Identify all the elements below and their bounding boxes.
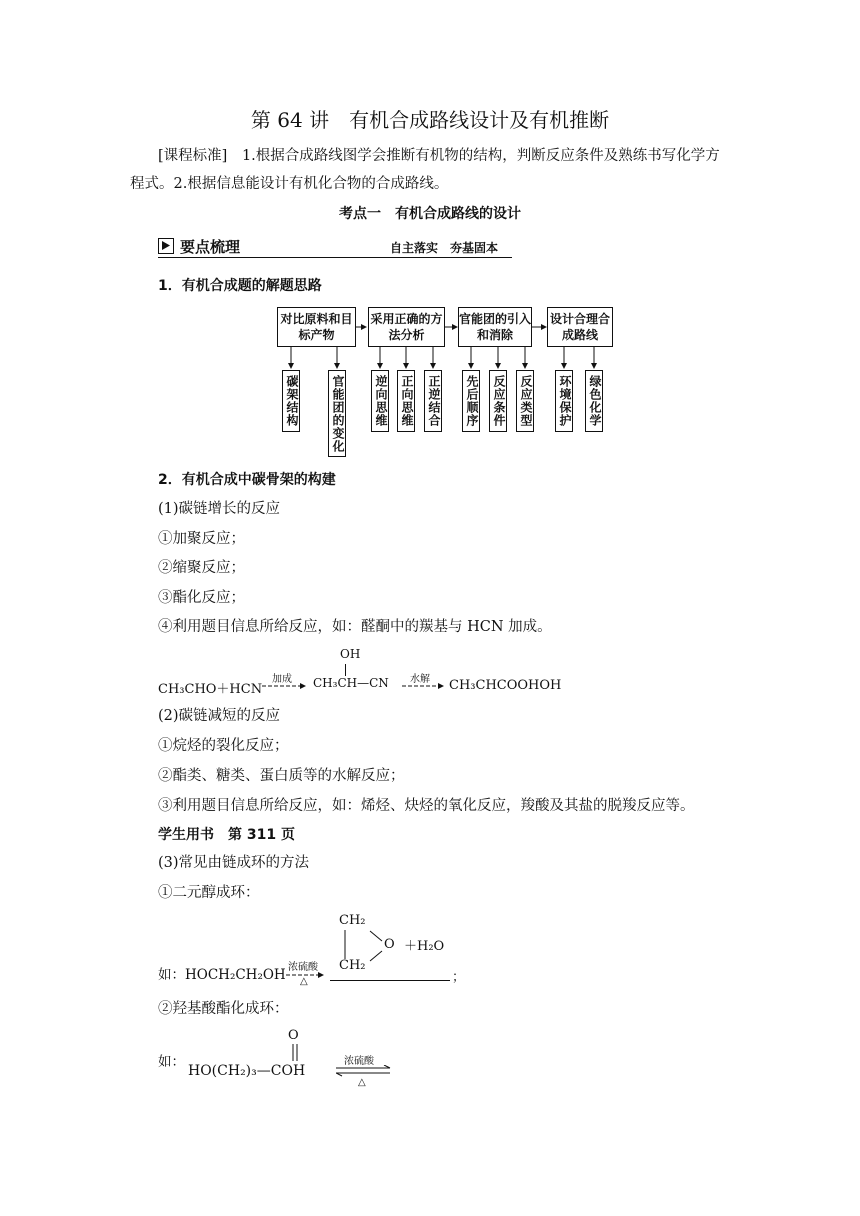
list-item: ③酯化反应； — [158, 590, 245, 606]
banner-subtitle: 自主落实 夯基固本 — [390, 241, 499, 255]
oh-bond — [345, 664, 346, 676]
reaction-oh: OH — [340, 647, 361, 661]
reaction-reactants: CH₃CHO＋HCN — [158, 682, 263, 697]
standard-label: [课程标准] — [158, 148, 228, 164]
reaction-condition-heat: △ — [300, 976, 308, 987]
reaction-condition-acid: 浓硫酸 — [288, 962, 318, 973]
reaction-condition-heat-2: △ — [358, 1077, 366, 1088]
reaction-diol-reactant: 如：HOCH₂CH₂OH — [158, 967, 286, 983]
list-item: ②酯类、糖类、蛋白质等的水解反应； — [158, 768, 405, 784]
subheading-3: (3)常见由链成环的方法 — [158, 855, 310, 871]
carbonyl-oxygen: O — [288, 1028, 299, 1043]
ring-bonds — [340, 925, 390, 965]
flow-leaf-type: 反应类型 — [516, 370, 534, 432]
heading-2: 2．有机合成中碳骨架的构建 — [158, 472, 336, 488]
reaction-condition-acid-2: 浓硫酸 — [344, 1056, 374, 1067]
flow-box-method: 采用正确的方法分析 — [368, 307, 445, 347]
subheading-1: (1)碳链增长的反应 — [158, 501, 281, 517]
list-item: ④利用题目信息所给反应，如：醛酮中的羰基与 HCN 加成。 — [158, 619, 552, 635]
reaction-prefix: 如： — [158, 1054, 185, 1070]
list-item: ①烷烃的裂化反应； — [158, 738, 289, 754]
list-item: ①二元醇成环： — [158, 885, 260, 901]
page-reference: 学生用书 第 311 页 — [158, 827, 295, 843]
flow-leaf-group-change: 官能团的变化 — [328, 370, 346, 457]
answer-underline — [330, 980, 450, 981]
section-title: 考点一 有机合成路线的设计 — [339, 206, 521, 222]
flow-leaf-environment: 环境保护 — [555, 370, 573, 432]
reaction-intermediate: CH₃CH—CN — [313, 676, 389, 690]
carbonyl-double-bond — [290, 1044, 300, 1064]
heading-1: 1．有机合成题的解题思路 — [158, 278, 322, 294]
reaction-end-punct: ； — [452, 970, 466, 985]
list-item: ①加聚反应； — [158, 531, 245, 547]
list-item: ②缩聚反应； — [158, 560, 245, 576]
equilibrium-arrow — [336, 1065, 392, 1077]
ring-oxygen: O — [384, 937, 395, 952]
flow-box-design: 设计合理合成路线 — [547, 307, 613, 347]
standard-text-1: 1.根据合成路线图学会推断有机物的结构，判断反应条件及熟练书写化学方 — [241, 148, 720, 164]
ring-ch2-bottom: CH₂ — [339, 958, 366, 973]
hydroxy-acid-formula: HO(CH₂)₃—COH — [188, 1063, 306, 1079]
subheading-2: (2)碳链减短的反应 — [158, 708, 281, 724]
reaction-condition-hydrolysis: 水解 — [410, 674, 430, 685]
list-item: ③利用题目信息所给反应，如：烯烃、炔烃的氧化反应，羧酸及其盐的脱羧反应等。 — [158, 798, 695, 814]
reaction-product: CH₃CHCOOHOH — [449, 678, 562, 693]
flow-box-functional-group: 官能团的引入和消除 — [458, 307, 532, 347]
flow-leaf-reverse: 逆向思维 — [371, 370, 389, 432]
reaction-condition-addition: 加成 — [272, 674, 292, 685]
reaction-water: ＋H₂O — [404, 939, 445, 954]
flow-leaf-forward: 正向思维 — [397, 370, 415, 432]
flow-leaf-combined: 正逆结合 — [424, 370, 442, 432]
flow-leaf-carbon-skeleton: 碳架结构 — [282, 370, 300, 432]
flow-leaf-order: 先后顺序 — [462, 370, 480, 432]
banner-title: 要点梳理 — [180, 238, 241, 256]
flow-leaf-conditions: 反应条件 — [489, 370, 507, 432]
ring-ch2-top: CH₂ — [339, 913, 366, 928]
page-title: 第 64 讲 有机合成路线设计及有机推断 — [250, 108, 610, 132]
reaction-arrow-1 — [262, 682, 306, 690]
reaction-arrow-2 — [402, 682, 446, 690]
flow-leaf-green: 绿色化学 — [585, 370, 603, 432]
flow-box-compare: 对比原料和目标产物 — [277, 307, 356, 347]
standard-line-2: 程式。2.根据信息能设计有机化合物的合成路线。 — [130, 176, 449, 192]
list-item: ②羟基酸酯化成环： — [158, 1001, 289, 1017]
